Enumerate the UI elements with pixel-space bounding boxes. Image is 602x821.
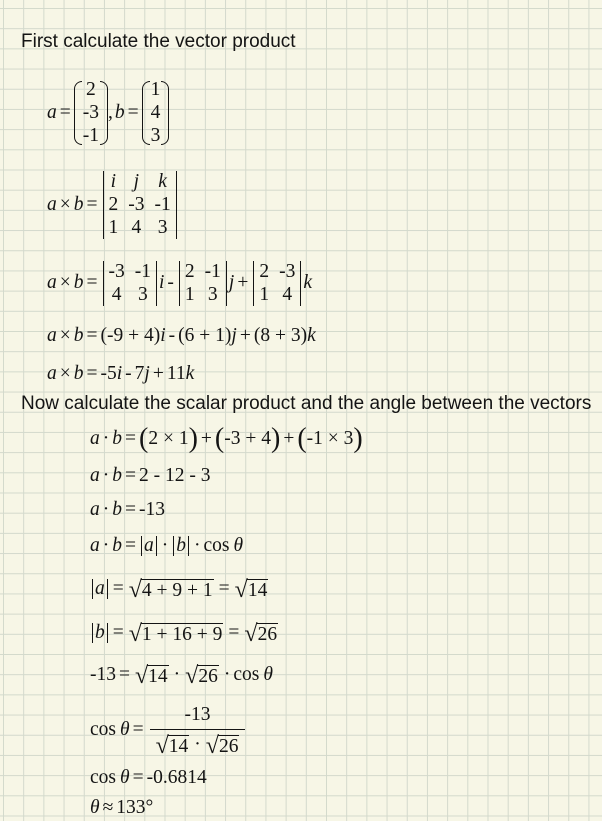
sqrt-icon: √	[128, 577, 142, 603]
eq-magnitude-a	[90, 574, 270, 604]
sym-comma: ,	[108, 102, 113, 123]
magnitude-a: a	[92, 579, 108, 599]
vector-a	[74, 79, 108, 147]
sym-a: a	[47, 363, 57, 384]
fraction-denominator	[150, 729, 246, 757]
sqrt-icon: √	[234, 577, 248, 603]
term-3: 8 + 3	[260, 325, 301, 346]
minor-cell: 1	[259, 283, 270, 305]
eq-theta-value	[90, 795, 153, 821]
sym-rparen: )	[153, 325, 161, 346]
minor-cell: 1	[184, 283, 195, 305]
sym-equals: =	[125, 535, 136, 556]
sym-equals: =	[112, 578, 124, 599]
sym-a: a	[47, 102, 57, 123]
coef-j: 7	[134, 363, 145, 384]
radicand: 14	[247, 580, 268, 601]
sym-lparen: (	[297, 423, 307, 454]
product-1: 2 × 1	[148, 428, 189, 449]
minor-cell: 4	[111, 283, 122, 305]
sqrt-expression	[129, 621, 224, 645]
det-cell: 3	[157, 217, 168, 238]
eq-vector-definitions	[47, 76, 169, 150]
sqrt-expression	[206, 733, 240, 757]
sym-dot: ·	[161, 535, 169, 556]
sym-k: k	[303, 272, 312, 293]
sym-dot: ·	[194, 733, 201, 755]
sym-equals: =	[127, 102, 139, 123]
sym-cross: ×	[59, 363, 71, 384]
sym-theta: θ	[263, 664, 273, 685]
minor-cell: 3	[207, 283, 218, 305]
eq-substitution	[90, 660, 273, 690]
coef-i: -5	[100, 363, 117, 384]
sym-a: a	[47, 325, 57, 346]
sym-i: i	[159, 272, 165, 293]
sqrt-expression	[129, 577, 214, 601]
sym-dot: ·	[194, 535, 201, 556]
minor-cell: -1	[134, 260, 151, 282]
sym-equals: =	[59, 102, 71, 123]
vector-a-comp: -3	[82, 102, 99, 123]
sym-b: b	[114, 102, 125, 123]
sym-rparen: )	[224, 325, 232, 346]
sym-lparen: (	[253, 325, 261, 346]
sym-equals: =	[125, 465, 136, 486]
eq-magnitude-b	[90, 618, 280, 648]
sym-plus: +	[239, 325, 251, 346]
sym-dot: ·	[102, 465, 110, 486]
fraction-numerator: -13	[184, 703, 211, 725]
sym-j: j	[228, 272, 235, 293]
sym-cross: ×	[59, 325, 71, 346]
sym-b: b	[73, 272, 84, 293]
sym-a: a	[90, 535, 100, 556]
sym-j: j	[144, 363, 150, 384]
sym-lparen: (	[178, 325, 185, 346]
eq-scalar-definition	[90, 424, 363, 454]
scalar-simplified: 2 - 12 - 3	[139, 465, 211, 486]
sym-b: b	[73, 363, 84, 384]
sym-equals: =	[132, 767, 144, 788]
sym-equals: =	[86, 325, 98, 346]
sym-plus: +	[200, 428, 212, 449]
sym-equals: =	[125, 499, 136, 520]
sym-equals: =	[119, 664, 130, 685]
heading-scalar-product: Now calculate the scalar product and the angle between the vectors	[21, 393, 592, 414]
sym-a: a	[90, 465, 100, 486]
fraction	[150, 704, 246, 757]
det-cell: 4	[131, 217, 142, 238]
minor-1	[103, 261, 158, 306]
sym-rparen: )	[188, 423, 198, 454]
minor-3	[253, 261, 301, 306]
scalar-value: -13	[139, 499, 165, 520]
product-3: -1 × 3	[306, 428, 354, 449]
sym-minus: -	[168, 325, 176, 346]
sym-dot: ·	[102, 499, 110, 520]
sym-dot: ·	[102, 535, 110, 556]
radicand: 14	[168, 735, 189, 757]
sqrt-icon: √	[205, 732, 219, 759]
radicand: 4 + 9 + 1	[141, 580, 213, 601]
eq-cross-determinant	[47, 168, 179, 242]
det-cell: 2	[108, 194, 119, 215]
sqrt-expression	[235, 577, 269, 601]
det-cell: k	[158, 171, 167, 192]
sqrt-expression	[244, 621, 278, 645]
det-cell: -1	[154, 194, 171, 215]
sqrt-icon: √	[128, 621, 142, 647]
eq-scalar-angle-form	[90, 532, 243, 560]
radicand: 26	[198, 666, 218, 687]
sym-rparen: )	[353, 423, 363, 454]
sym-b: b	[112, 499, 122, 520]
sym-a: a	[90, 428, 100, 449]
sqrt-expression	[185, 663, 219, 687]
minor-cell: 2	[184, 260, 195, 282]
magnitude-a: a	[141, 536, 157, 556]
sym-k: k	[307, 325, 316, 346]
sym-i: i	[160, 325, 166, 346]
sym-lparen: (	[139, 423, 149, 454]
sym-b: b	[73, 194, 84, 215]
sym-cross: ×	[59, 272, 71, 293]
magnitude-b: b	[173, 536, 189, 556]
det-cell: j	[133, 171, 140, 192]
sym-minus: -	[167, 272, 174, 293]
sym-plus: +	[152, 363, 164, 384]
eq-cross-arithmetic	[47, 322, 316, 350]
sym-theta: θ	[120, 767, 130, 788]
theta-value: 133°	[116, 797, 154, 818]
sym-theta: θ	[233, 535, 244, 556]
term-2: 6 + 1	[184, 325, 225, 346]
sym-equals: =	[228, 622, 240, 643]
sym-equals: =	[86, 194, 98, 215]
eq-cross-result	[47, 360, 194, 388]
sym-k: k	[185, 363, 195, 384]
sym-equals: =	[86, 363, 98, 384]
sqrt-icon: √	[244, 621, 258, 647]
determinant-3x3	[103, 171, 177, 239]
eq-scalar-value	[90, 496, 165, 524]
magnitude-b: b	[92, 623, 108, 643]
eq-cos-value	[90, 764, 207, 792]
sym-b: b	[112, 535, 122, 556]
sqrt-icon: √	[155, 732, 169, 759]
sym-i: i	[116, 363, 123, 384]
minor-cell: -1	[204, 260, 221, 282]
cos-label: cos	[90, 767, 116, 788]
cos-label: cos	[233, 664, 260, 685]
coef-k: 11	[166, 363, 186, 384]
sym-theta: θ	[120, 719, 130, 740]
scalar-value: -13	[90, 664, 116, 685]
sym-a: a	[90, 499, 100, 520]
product-2: -3 + 4	[224, 428, 271, 449]
eq-scalar-simplified	[90, 462, 211, 490]
vector-b-comp: 1	[150, 79, 161, 100]
sym-equals: =	[86, 272, 98, 293]
vector-b-comp: 3	[150, 125, 161, 146]
eq-cos-fraction	[90, 700, 248, 760]
vector-b-comp: 4	[150, 102, 161, 123]
term-1: -9 + 4	[107, 325, 154, 346]
vector-b	[142, 79, 170, 147]
sym-cross: ×	[59, 194, 71, 215]
sym-equals: =	[132, 719, 144, 740]
minor-cell: -3	[279, 260, 296, 282]
minor-cell: 3	[138, 283, 148, 305]
sym-dot: ·	[223, 664, 231, 685]
radicand: 26	[218, 735, 239, 757]
cos-value: -0.6814	[146, 767, 207, 788]
sym-rparen: )	[300, 325, 308, 346]
sym-plus: +	[283, 428, 295, 449]
radicand: 14	[148, 666, 168, 687]
cos-label: cos	[203, 535, 230, 556]
sym-dot: ·	[173, 664, 181, 685]
sym-dot: ·	[102, 428, 110, 449]
sym-theta: θ	[90, 797, 100, 818]
minor-cell: 4	[282, 283, 293, 305]
sym-b: b	[73, 325, 84, 346]
sym-equals: =	[112, 622, 124, 643]
radicand: 26	[257, 624, 278, 645]
sym-j: j	[231, 325, 237, 346]
eq-cross-expansion	[47, 258, 312, 308]
vector-a-comp: -1	[82, 125, 99, 146]
heading-vector-product: First calculate the vector product	[21, 31, 296, 52]
sym-minus: -	[125, 363, 132, 384]
sqrt-expression	[135, 663, 169, 687]
sqrt-icon: √	[135, 663, 149, 689]
minor-cell: 2	[259, 260, 270, 282]
sqrt-expression	[156, 733, 190, 757]
cos-label: cos	[90, 719, 116, 740]
vector-a-comp: 2	[86, 79, 96, 100]
radicand: 1 + 16 + 9	[141, 624, 223, 645]
sym-a: a	[47, 194, 57, 215]
sqrt-icon: √	[185, 663, 199, 689]
det-cell: i	[110, 171, 117, 192]
sym-approx: ≈	[102, 797, 114, 818]
sym-a: a	[47, 272, 57, 293]
minor-cell: -3	[108, 260, 125, 282]
sym-plus: +	[237, 272, 249, 293]
sym-lparen: (	[100, 325, 107, 346]
sym-equals: =	[218, 578, 230, 599]
minor-2	[179, 261, 227, 306]
det-cell: -3	[128, 194, 145, 215]
sym-lparen: (	[214, 423, 225, 454]
sym-b: b	[112, 428, 122, 449]
sym-rparen: )	[270, 423, 281, 454]
det-cell: 1	[108, 217, 119, 238]
sym-equals: =	[125, 428, 136, 449]
sym-b: b	[112, 465, 122, 486]
